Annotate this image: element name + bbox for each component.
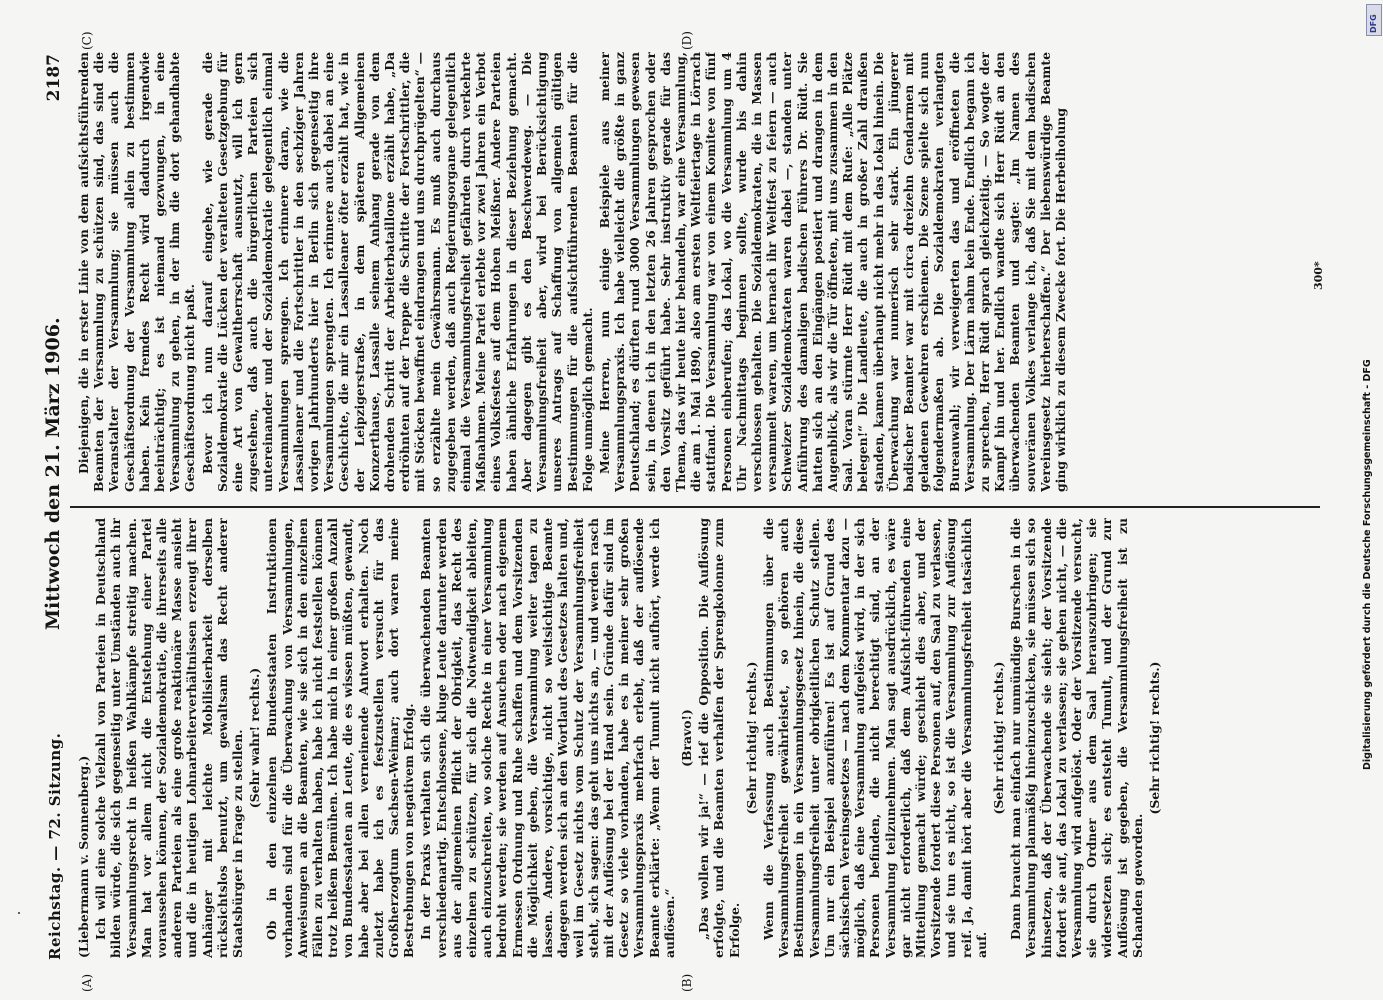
digitization-credit xyxy=(1362,130,1376,770)
header-session: Reichstag. — 72. Sitzung. xyxy=(46,732,64,960)
interjection: (Sehr richtig! rechts.) xyxy=(743,661,759,815)
paragraph: Wenn die Verfassung auch Bestimmungen über die Versammlungsfreiheit gewährleistet, so gehören auch Bestimmungen in ein Versammlungsgesetz hinein, die diese Versammlungsfreiheit unter obrigkeitlichen Schutz stellen. Um nur ein Beispiel anzuführen! Es ist auf Grund des sächsischen Vereinsgesetzes — nach dem Kommentar dazu — möglich, daß eine Versammlung aufgelöst wird, in der sich Personen befinden, die nicht berechtigt sind, an der Versammlung teilzunehmen. Man sagt ausdrücklich, es wäre gar nicht erforderlich, daß dem Aufsicht-führenden eine Mitteilung gemacht würde; geschieht dies aber, und der Vorsitzende fordert diese Personen auf, den Saal zu verlassen, und sie tun es nicht, so ist die Versammlung zur Auflösung reif. Ja, damit hört aber die Versammlungsfreiheit tatsächlich auf. xyxy=(760,518,989,958)
speaker-name: (Liebermann v. Sonnenberg.) xyxy=(76,755,91,958)
margin-marker-c: (C) xyxy=(80,31,94,50)
interjection: (Bravo!) xyxy=(678,709,694,767)
scan-speck xyxy=(18,912,20,914)
margin-marker-d: (D) xyxy=(680,31,694,50)
margin-marker-b: (B) xyxy=(680,973,694,992)
paragraph: Ob in den einzelnen Bundesstaaten Instruktionen vorhanden sind für die Überwachung von Versammlungen, Anweisungen an die Beamten, wie sie sich in den einzelnen Fällen zu verhalten haben, habe ich nicht feststellen können trotz heißem Bemühen. Ich habe mich in einer großen Anzahl von Bundesstaaten an Leute, die es wissen müßten, gewandt, habe aber bei allen verneinende Antwort erhalten. Noch zuletzt habe ich es festzustellen versucht für das Großherzogtum Sachsen-Weimar; auch dort waren meine Bestrebungen von negativem Erfolg. xyxy=(264,518,417,958)
dfg-logo xyxy=(1366,4,1382,36)
interjection: (Sehr richtig! rechts.) xyxy=(990,661,1006,815)
rotated-page-content xyxy=(40,31,1330,992)
paragraph: Diejenigen, die in erster Linie von dem aufsichtsführenden Beamten der Versammlung zu schützen sind, das sind die Veranstalter der Versammlung; sie müssen auch die Geschäftsordnung der Versammlung allein zu bestimmen haben. Kein fremdes Recht wird dadurch irgendwie beeinträchtigt; es ist niemand gezwungen, in eine Versammlung zu gehen, in der ihm die dort gehandhabte Geschäftsordnung nicht paßt. xyxy=(76,52,198,492)
paragraph: Dann braucht man einfach nur unmündige Burschen in die Versammlung planmäßig hineinzuschicken, sie müssen sich so hinsetzen, daß der Überwachende sie sieht; der Vorsitzende fordert sie auf, das Lokal zu verlassen; sie gehen nicht, — die Versammlung wird aufgelöst. Oder der Vorsitzende versucht, sie durch Ordner aus dem Saal herauszubringen; sie widersetzen sich; es entsteht Tumult, und der Grund zur Auflösung ist gegeben, die Versammlungsfreiheit ist zu Schanden geworden. xyxy=(1008,518,1145,958)
paragraph: Bevor ich nun darauf eingehe, wie gerade die Sozialdemokratie die Lücken der veralteten Gesetzgebung für eine Art von Gewaltherrschaft ausnutzt, will ich gern zugestehen, daß auch die bürgerlichen Parteien sich untereinander und der Sozialdemokratie gelegentlich einmal Versammlungen sprengen. Ich erinnere daran, wie die Lassalleaner und die Fortschrittler in den sechziger Jahren vorigen Jahrhunderts hier in Berlin sich gegenseitig ihre Versammlungen sprengten. Ich erinnere auch dabei an eine Geschichte, die mir ein Lassalleaner öfter erzählt hat, wie in der Leipzigerstraße, in dem späteren Allgemeinen Konzerthause, Lassalle seinem Anhang gerade von dem drohenden Schritt der Arbeiterbataillone erzählt habe, „Da erdröhnten auf der Treppe die Schritte der Fortschrittler, die mit Stöcken bewaffnet eindrangen und uns durchprügelten“ — so erzählte mein Gewährsmann. Es muß auch durchaus zugegeben werden, daß auch Regierungsorgane gelegentlich einmal die Versammlungsfreiheit gefährden durch verkehrte Maßnahmen. Meine Partei erlebte vor zwei Jahren ein Verbot eines Volksfestes auf dem Hohen Meißner. Andere Parteien haben ähnliche Erfahrungen in dieser Beziehung gemacht. Aber dagegen gibt es den Beschwerdeweg. — Die Versammlungsfreiheit aber, wird bei Berücksichtigung unseres Antrags auf Schaffung von allgemein gültigen Bestimmungen für die aufsichtführenden Beamten für die Folge unmöglich gemacht. xyxy=(199,52,595,492)
right-text-column xyxy=(76,52,1316,492)
signature-mark: 300* xyxy=(1312,261,1325,290)
header-date: Mittwoch den 21. März 1906. xyxy=(42,317,64,630)
paragraph: Ich will eine solche Vielzahl von Parteien in Deutschland bilden würde, die sich gegenseitig unter Umständen auch ihr Versammlungsrecht in heißen Wahlkämpfe streitig machen. Man hat vor allem nicht die Entstehung einer Partei voraussehen können, der Sozialdemokratie, die ihrerseits alle anderen Parteien als eine große reaktionäre Masse ansieht und die in heutigen Lohnarbeiterverhältnissen erzeugt ihrer Anhänger mit leichte Mobilisierbarkeit derselben rücksichtslos benutzt, um gewaltsam das Recht anderer Staatsbürger in Frage zu stellen. xyxy=(93,518,246,958)
interjection: (Sehr wahr! rechts.) xyxy=(247,667,263,809)
column-divider xyxy=(70,506,1320,508)
dfg-logo-text: DFG xyxy=(1369,14,1378,33)
paragraph: „Das wollen wir ja!“ — rief die Opposition. Die Auflösung erfolgte, und die Beamten verhalfen der Sprengkolonne zum Erfolge. xyxy=(696,518,742,958)
margin-marker-a: (A) xyxy=(80,973,94,992)
digitization-credit-text: Digitalisierung gefördert durch die Deutsche Forschungsgemeinschaft - DFG xyxy=(1362,359,1373,770)
interjection: (Sehr richtig! rechts.) xyxy=(1147,661,1163,815)
page-number: 2187 xyxy=(44,54,64,102)
paragraph: In der Praxis verhalten sich die überwachenden Beamten verschiedenartig. Entschlossene, kluge Leute darunter werden aus der allgemeinen Pflicht der Obrigkeit, das Recht des einzelnen zu schützen, für sich die Notwendigkeit ableiten, auch einzuschreiten, wo solche Rechte in einer Versammlung bedroht werden; sie werden auf Ansuchen oder nach eigenem Ermessen Ordnung und Ruhe schaffen und dem Vorsitzenden die Möglichkeit geben, die Versammlung weiter tagen zu lassen. Andere, vorsichtige, nicht so weitsichtige Beamte dagegen werden sich an den Wortlaut des Gesetzes halten und, weil im Gesetz nichts vom Schutz der Versammlungsfreiheit steht, sich sagen: das geht uns nichts an, — und werden rasch mit der Auflösung bei der Hand sein. Gründe dafür sind im Gesetz so viele vorhanden, habe es in meiner sehr großen Versammlungspraxis mehrfach erlebt, daß der auflösende Beamte erklärte: „Wenn der Tumult nicht aufhört, werde ich auflösen.“ xyxy=(418,518,677,958)
left-text-column xyxy=(76,518,1316,958)
paragraph: Meine Herren, nun einige Beispiele aus meiner Versammlungspraxis. Ich habe vielleicht die größte in ganz Deutschland; es dürften rund 3000 Versammlungen gewesen sein, in denen ich in den letzten 26 Jahren gesprochen oder den Vorsitz geführt habe. Sehr instruktiv gerade für das Thema, das wir heute hier behandeln, war eine Versammlung, die am 1. Mai 1890, also am ersten Weltfeiertage in Lörrach stattfand. Die Versammlung war von einem Komitee von fünf Personen einberufen; das Lokal, wo die Versammlung um 4 Uhr Nachmittags beginnen sollte, wurde bis dahin verschlossen gehalten. Die Sozialdemokraten, die in Massen versammelt waren, um hernach ihr Weltfest zu feiern — auch Schweizer Sozialdemokraten waren dabei —, standen unter Anführung des damaligen badischen Führers Dr. Rüdt. Sie hatten sich an den Eingängen postiert und drangen in dem Augenblick, als wir die Tür öffneten, mit uns zusammen in den Saal. Voran stürmte Herr Rüdt mit dem Rufe: „Alle Plätze belegen!“ Die Landleute, die auch in großer Zahl draußen standen, kamen überhaupt nicht mehr in das Lokal hinein. Die Überwachung war numerisch sehr stark. Ein jüngerer badischer Beamter war mit circa dreizehn Gendarmen mit geladenen Gewehren erschienen. Die Szene spielte sich nun folgendermaßen ab. Die Sozialdemokraten verlangten Bureauwahl; wir verweigerten das und eröffneten die Versammlung. Der Lärm nahm kein Ende. Endlich begann ich zu sprechen, Herr Rüdt sprach gleichzeitig. — So wogte der Kampf hin und her. Endlich wandte sich Herr Rüdt an den überwachenden Beamten und sagte: „Im Namen des souveränen Volkes verlange ich, daß Sie mit dem badischen Vereinsgesetz hierherschaffen.“ Der liebenswürdige Beamte ging wirklich zu diesem Zwecke fort. Die Herbeiholung xyxy=(596,52,1068,492)
page-header xyxy=(40,40,70,970)
